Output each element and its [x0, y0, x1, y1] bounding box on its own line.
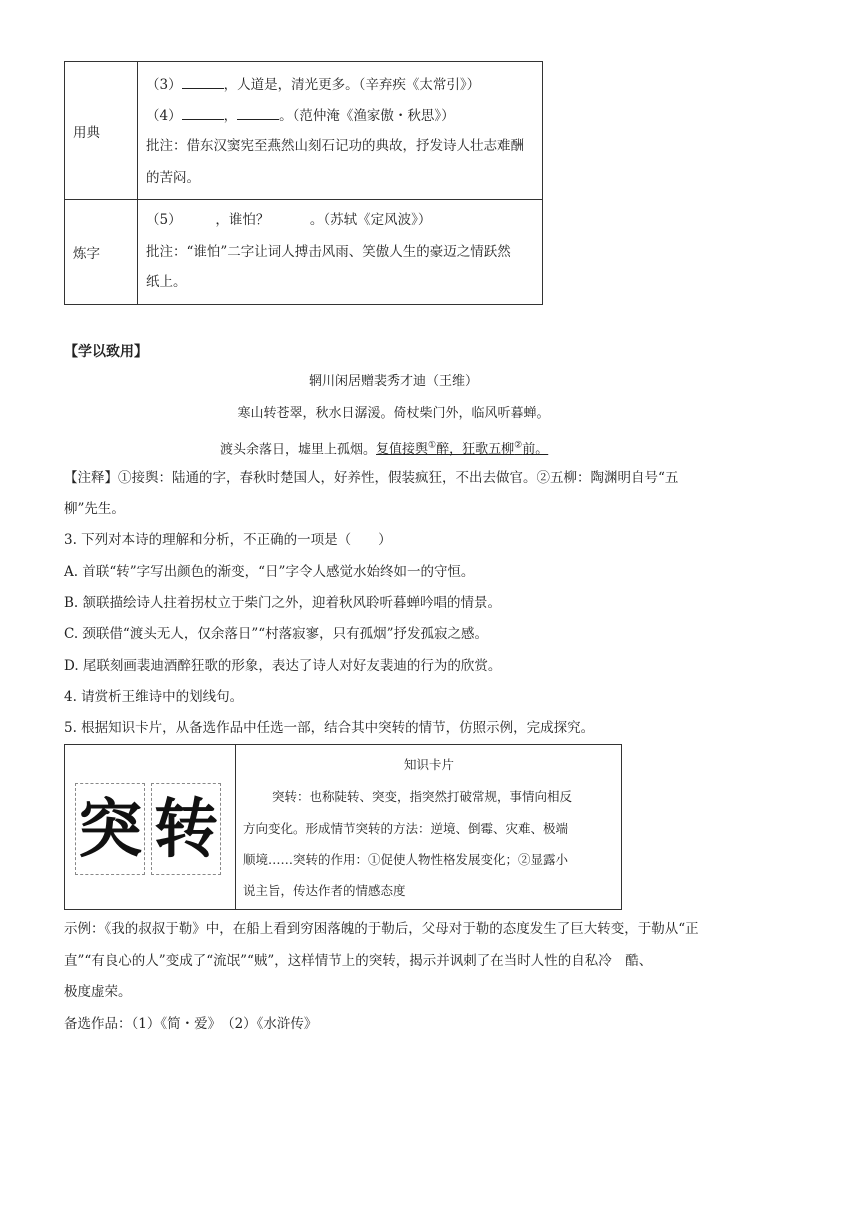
notes-line-1: 【注释】①接舆：陆通的字，春秋时楚国人，好养性，假装疯狂，不出去做官。②五柳：陶渊明自号“五	[64, 470, 679, 486]
poem-line-2	[220, 436, 548, 460]
row-label-allusion	[65, 62, 138, 200]
line-text: 。（范仲淹《渔家傲・秋思》）	[279, 108, 455, 124]
underlined-text	[376, 442, 548, 457]
card-text: 方向变化。形成情节突转的方法：逆境、倒霉、灾难、极端	[243, 821, 569, 836]
section-heading: 【学以致用】	[64, 344, 148, 360]
comment-line: 的苦闷。	[146, 170, 200, 186]
item-number: （4）	[146, 108, 182, 124]
row-content-allusion	[138, 62, 543, 200]
item-number: （3）	[146, 77, 182, 93]
poem-line-1: 寒山转苍翠，秋水日潺湲。倚杖柴门外，临风听暮蝉。	[237, 406, 550, 421]
calligraphy-char: 突	[78, 792, 142, 867]
poem-text: 渡头余落日，墟里上孤烟。	[220, 442, 377, 458]
fill-blank[interactable]	[182, 74, 224, 89]
fill-blank[interactable]	[182, 105, 224, 120]
row-content-wording	[138, 200, 543, 305]
option-d: D. 尾联刻画裴迪酒醉狂歌的形象，表达了诗人对好友裴迪的行为的欣赏。	[64, 658, 502, 674]
underlined-part: 前。	[522, 442, 549, 458]
underlined-part: 复值接舆	[376, 442, 429, 458]
calligraphy-image	[75, 783, 225, 879]
annotation-table	[64, 61, 543, 305]
poem-title: 辋川闲居赠裴秀才迪（王维）	[308, 374, 478, 389]
note-marker: ②	[514, 441, 523, 451]
candidate-works: 备选作品：（1）《简・爱》 （2）《水浒传》	[64, 1016, 318, 1032]
fill-blank[interactable]	[237, 105, 279, 120]
card-text: 说主旨，传达作者的情感态度	[243, 883, 406, 898]
example-line-1: 示例：《我的叔叔于勒》中，在船上看到穷困落魄的于勒后，父母对于勒的态度发生了巨大转变，于勒从“正	[64, 921, 699, 937]
option-a: A. 首联“转”字写出颜色的渐变，“日”字令人感觉水始终如一的守恒。	[64, 564, 475, 580]
card-text: 突转：也称陡转、突变，指突然打破常规，事情向相反	[272, 789, 573, 804]
row-label-wording	[65, 200, 138, 305]
question-3: 3. 下列对本诗的理解和分析，不正确的一项是（ ）	[64, 532, 392, 548]
line-text: ，人道是，清光更多。（辛弃疾《太常引》）	[223, 77, 481, 93]
example-line-2: 直”“有良心的人”变成了“流氓”“贼”，这样情节上的突转，揭示并讽刺了在当时人性的自私冷 酷、	[64, 953, 653, 969]
question-5: 5. 根据知识卡片，从备选作品中任选一部，结合其中突转的情节，仿照示例，完成探究。	[64, 720, 595, 736]
row-label-text: 用典	[73, 124, 100, 141]
row-label-text: 炼字	[73, 246, 100, 262]
line-4	[146, 105, 455, 126]
knowledge-card	[64, 744, 622, 910]
underlined-part: 醉，狂歌五柳	[436, 442, 515, 458]
separator: ，	[223, 108, 238, 124]
question-4: 4. 请赏析王维诗中的划线句。	[64, 689, 244, 705]
card-text: 顺境……突转的作用：①促使人物性格发展变化；②显露小	[243, 852, 569, 867]
line-3	[146, 74, 480, 95]
card-title: 知识卡片	[403, 757, 454, 772]
note-marker: ①	[428, 441, 437, 451]
example-line-3: 极度虚荣。	[64, 984, 132, 1000]
calligraphy-char: 转	[154, 792, 218, 867]
comment-line: 纸上。	[146, 274, 187, 290]
option-c: C. 颈联借“渡头无人，仅余落日”“村落寂寥，只有孤烟”抒发孤寂之感。	[64, 626, 489, 642]
notes-line-2: 柳”先生。	[64, 501, 125, 517]
line-5: （5） ，谁怕？ 。（苏轼《定风波》）	[146, 212, 432, 228]
comment-line: 批注：借东汉窦宪至燕然山刻石记功的典故，抒发诗人壮志难酬	[146, 138, 524, 154]
comment-line: 批注：“谁怕”二字让词人搏击风雨、笑傲人生的豪迈之情跃然	[146, 244, 511, 260]
option-b: B. 颔联描绘诗人拄着拐杖立于柴门之外，迎着秋风聆听暮蝉吟唱的情景。	[64, 595, 502, 611]
